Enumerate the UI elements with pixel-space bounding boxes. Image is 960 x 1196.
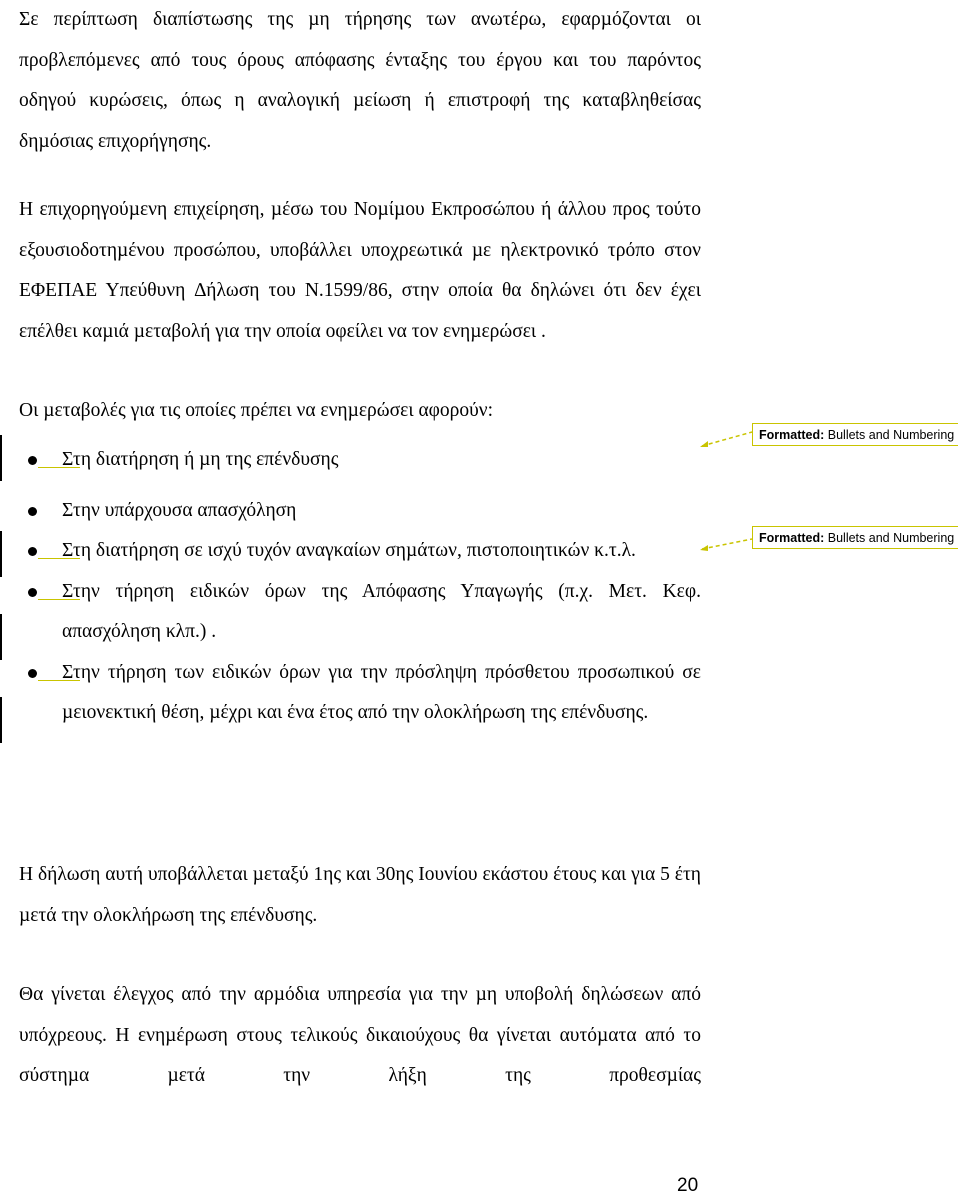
list-item bbox=[19, 531, 701, 572]
change-bar bbox=[0, 531, 2, 577]
list-item-text: Στη διατήρηση σε ισχύ τυχόν αναγκαίων σηµάτων, πιστοποιητικών κ.τ.λ. bbox=[62, 540, 636, 561]
tracked-change-underline bbox=[38, 680, 80, 681]
formatting-comment[interactable] bbox=[752, 423, 958, 446]
tracked-change-underline bbox=[38, 467, 80, 468]
paragraph-submission-period: Η δήλωση αυτή υποβάλλεται µεταξύ 1ης και 30ης Ιουνίου εκάστου έτους και για 5 έτη µετά την ολοκλήρωση της επένδυσης. bbox=[19, 864, 701, 926]
page-number: 20 bbox=[677, 1175, 699, 1196]
paragraph-inspection: Θα γίνεται έλεγχος από την αρµόδια υπηρεσία για την µη υποβολή δηλώσεων από υπόχρεους. Η ενηµέρωση στους τελικούς δικαιούχους θα γίνεται αυτόµατα από το σύστηµα µετά την λήξη της προθεσµίας bbox=[19, 984, 701, 1086]
comment-text: Bullets and Numbering bbox=[827, 531, 955, 545]
bullet-icon bbox=[28, 507, 37, 516]
paragraph-declaration: Η επιχορηγούµενη επιχείρηση, µέσω του Νοµίµου Εκπροσώπου ή άλλου προς τούτο εξουσιοδοτηµένου προσώπου, υποβάλλει υποχρεωτικά µε ηλεκτρονικό τρόπο στον ΕΦΕΠΑΕ Υπεύθυνη ∆ήλωση του Ν.1599/86, στην οποία θα δηλώνει ότι δεν έχει επέλθει καµιά µεταβολή για την οποία οφείλει να τον ενηµερώσει . bbox=[19, 199, 701, 342]
list-item-text: Στη διατήρηση ή µη της επένδυσης bbox=[62, 449, 339, 470]
list-item bbox=[19, 572, 701, 653]
changes-list bbox=[19, 440, 701, 734]
comment-leader-line bbox=[700, 430, 754, 450]
list-item-text: Στην τήρηση ειδικών όρων της Απόφασης Υπαγωγής (π.χ. Μετ. Κεφ. απασχόληση κλπ.) . bbox=[62, 580, 701, 642]
bullet-icon bbox=[28, 547, 37, 556]
list-item bbox=[19, 440, 701, 481]
change-bar bbox=[0, 697, 2, 743]
change-bar bbox=[0, 614, 2, 660]
paragraph-sanctions: Σε περίπτωση διαπίστωσης της µη τήρησης των ανωτέρω, εφαρµόζονται οι προβλεπόµενες από τους όρους απόφασης ένταξης του έργου και του παρόντος οδηγού κυρώσεις, όπως η αναλογική µείωση ή επιστροφή της καταβληθείσας δηµόσιας επιχορήγησης. bbox=[19, 9, 701, 152]
comment-text: Bullets and Numbering bbox=[827, 428, 955, 442]
bullet-icon bbox=[28, 588, 37, 597]
paragraph-changes-intro: Οι µεταβολές για τις οποίες πρέπει να ενηµερώσει αφορούν: bbox=[19, 400, 494, 421]
list-item-text: Στην υπάρχουσα απασχόληση bbox=[62, 499, 297, 521]
comment-label: Formatted: bbox=[759, 531, 825, 545]
bullet-icon bbox=[28, 456, 37, 465]
list-item bbox=[19, 491, 701, 532]
comment-label: Formatted: bbox=[759, 428, 825, 442]
change-bar bbox=[0, 435, 2, 481]
bullet-icon bbox=[28, 669, 37, 678]
tracked-change-underline bbox=[38, 599, 80, 600]
comment-leader-line bbox=[700, 537, 754, 557]
formatting-comment[interactable] bbox=[752, 526, 958, 549]
list-item-text: Στην τήρηση των ειδικών όρων για την πρόσληψη πρόσθετου προσωπικού σε µειονεκτική θέση, µέχρι και ένα έτος από την ολοκλήρωση της επένδυσης. bbox=[62, 661, 701, 723]
list-item bbox=[19, 653, 701, 734]
tracked-change-underline bbox=[38, 558, 80, 559]
